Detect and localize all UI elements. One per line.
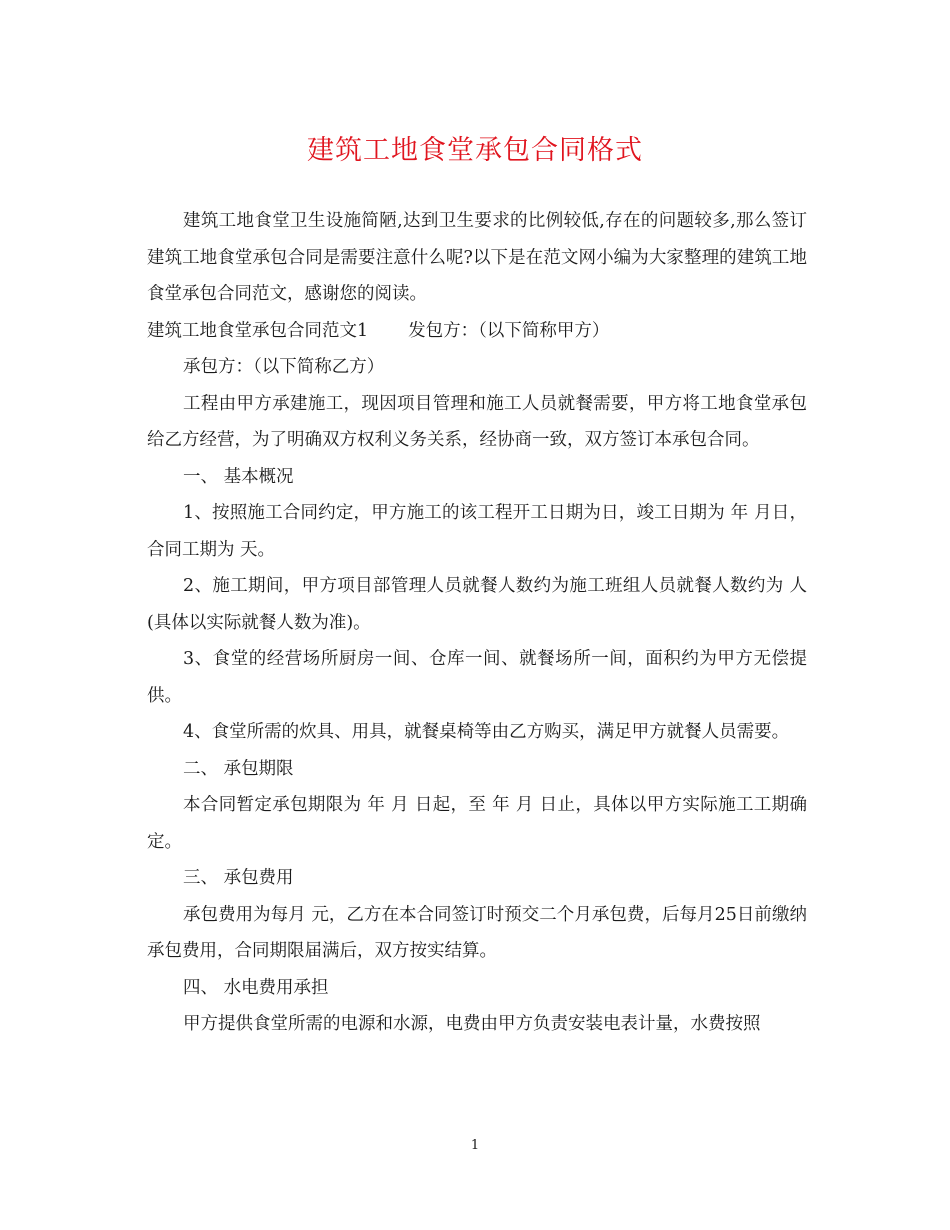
clause-paragraph: 3、食堂的经营场所厨房一间、仓库一间、就餐场所一间，面积约为甲方无偿提供。: [147, 649, 807, 706]
sample-label: 建筑工地食堂承包合同范文1: [147, 320, 369, 341]
clause-paragraph: 2、施工期间，甲方项目部管理人员就餐人数约为施工班组人员就餐人数约为 人(具体以实际就餐人数为准)。: [147, 576, 807, 633]
sample-line: [147, 313, 807, 350]
party-b-line: 承包方：（以下简称乙方）: [183, 357, 385, 377]
document-body: [147, 203, 807, 1043]
clause-paragraph: 4、食堂所需的炊具、用具，就餐桌椅等由乙方购买，满足甲方就餐人员需要。: [183, 722, 790, 742]
section-heading: 四、 水电费用承担: [183, 977, 329, 998]
section-heading: 二、 承包期限: [183, 758, 294, 779]
document-title: 建筑工地食堂承包合同格式: [307, 135, 643, 166]
party-a-line: 发包方：（以下简称甲方）: [408, 320, 610, 341]
section-heading: 一、 基本概况: [183, 466, 294, 487]
clause-paragraph: 1、按照施工合同约定，甲方施工的该工程开工日期为日，竣工日期为 年 月日，合同工期为 天。: [147, 503, 807, 560]
clause-paragraph: 本合同暂定承包期限为 年 月 日起，至 年 月 日止，具体以甲方实际施工工期确定。: [147, 795, 807, 852]
section-heading: 三、 承包费用: [183, 868, 294, 888]
page-number: 1: [470, 1138, 480, 1153]
intro-paragraph: 建筑工地食堂卫生设施简陋,达到卫生要求的比例较低,存在的问题较多,那么签订建筑工地食堂承包合同是需要注意什么呢?以下是在范文网小编为大家整理的建筑工地食堂承包合同范文，感谢您的阅读。: [147, 211, 807, 304]
preamble-paragraph: 工程由甲方承建施工，现因项目管理和施工人员就餐需要，甲方将工地食堂承包给乙方经营，为了明确双方权利义务关系，经协商一致，双方签订本承包合同。: [147, 393, 807, 450]
clause-paragraph: 甲方提供食堂所需的电源和水源，电费由甲方负责安装电表计量，水费按照: [183, 1014, 761, 1034]
clause-paragraph: 承包费用为每月 元，乙方在本合同签订时预交二个月承包费，后每月25日前缴纳承包费用，合同期限届满后，双方按实结算。: [147, 904, 807, 961]
